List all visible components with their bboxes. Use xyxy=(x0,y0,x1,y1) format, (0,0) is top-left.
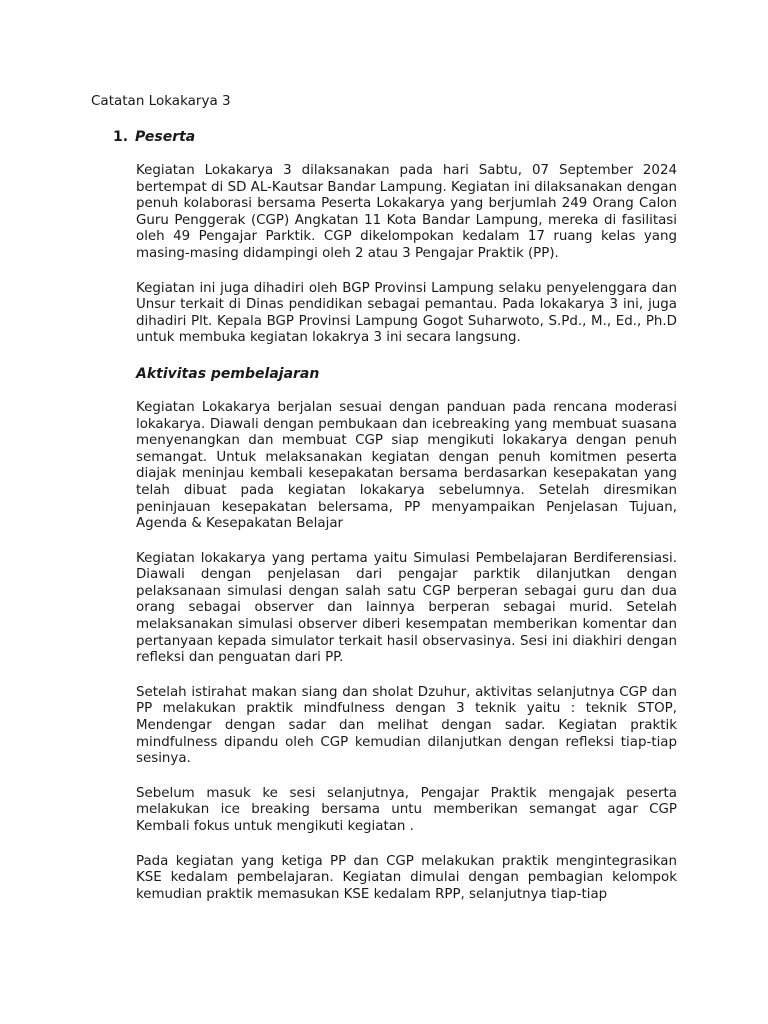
paragraph-aktivitas-3: Setelah istirahat makan siang dan sholat Dzuhur, aktivitas selanjutnya CGP dan PP melakukan praktik mindfulness dengan 3 teknik yaitu : teknik STOP, Mendengar dengan sadar dan melihat dengan sadar. Kegiatan praktik mindfulness dipandu oleh CGP kemudian dilanjutkan dengan refleksi tiap-tiap sesinya. xyxy=(136,684,677,767)
section-heading-peserta xyxy=(113,128,195,146)
document-body xyxy=(136,163,677,921)
section-heading-text: Peserta xyxy=(135,129,196,145)
paragraph-peserta-1: Kegiatan Lokakarya 3 dilaksanakan pada hari Sabtu, 07 September 2024 bertempat di SD AL-Kautsar Bandar Lampung. Kegiatan ini dilaksanakan dengan penuh kolaborasi bersama Peserta Lokakarya yang berjumlah 249 Orang Calon Guru Penggerak (CGP) Angkatan 11 Kota Bandar Lampung, mereka di fasilitasi oleh 49 Pengajar Parktik. CGP dikelompokan kedalam 17 ruang kelas yang masing-masing didampingi oleh 2 atau 3 Pengajar Praktik (PP). xyxy=(136,163,677,261)
paragraph-aktivitas-2: Kegiatan lokakarya yang pertama yaitu Simulasi Pembelajaran Berdiferensiasi. Diawali dengan penjelasan dari pengajar parktik dilanjutkan dengan pelaksanaan simulasi dengan salah satu CGP berperan sebagai guru dan dua orang sebagai observer dan lainnya berperan sebagai murid. Setelah melaksanakan simulasi observer diberi kesempatan memberikan komentar dan pertanyaan kepada simulator terkait hasil observasinya. Sesi ini diakhiri dengan refleksi dan penguatan dari PP. xyxy=(136,550,677,666)
paragraph-aktivitas-4: Sebelum masuk ke sesi selanjutnya, Pengajar Praktik mengajak peserta melakukan ice breaking bersama untu memberikan semangat agar CGP Kembali fokus untuk mengikuti kegiatan . xyxy=(136,785,677,834)
subheading-aktivitas: Aktivitas pembelajaran xyxy=(136,365,320,382)
paragraph-peserta-2: Kegiatan ini juga dihadiri oleh BGP Provinsi Lampung selaku penyelenggara dan Unsur terkait di Dinas pendidikan sebagai pemantau. Pada lokakarya 3 ini, juga dihadiri Plt. Kepala BGP Provinsi Lampung Gogot Suharwoto, S.Pd., M., Ed., Ph.D untuk membuka kegiatan lokakrya 3 ini secara langsung. xyxy=(136,280,677,346)
section-number: 1. xyxy=(113,129,129,145)
paragraph-aktivitas-1: Kegiatan Lokakarya berjalan sesuai dengan panduan pada rencana moderasi lokakarya. Diawali dengan pembukaan dan icebreaking yang membuat suasana menyenangkan dan membuat CGP siap mengikuti lokakarya dengan penuh semangat. Untuk melaksanakan kegiatan dengan penuh komitmen peserta diajak meninjau kembali kesepakatan bersama berdasarkan kesepakatan yang telah dibuat pada kegiatan lokakarya sebelumnya. Setelah diresmikan peninjauan kesepakatan belersama, PP menyampaikan Penjelasan Tujuan, Agenda & Kesepakatan Belajar xyxy=(136,399,677,532)
paragraph-aktivitas-5: Pada kegiatan yang ketiga PP dan CGP melakukan praktik mengintegrasikan KSE kedalam pembelajaran. Kegiatan dimulai dengan pembagian kelompok kemudian praktik memasukan KSE kedalam RPP, selanjutnya tiap-tiap xyxy=(136,853,677,902)
document-title: Catatan Lokakarya 3 xyxy=(91,93,231,109)
